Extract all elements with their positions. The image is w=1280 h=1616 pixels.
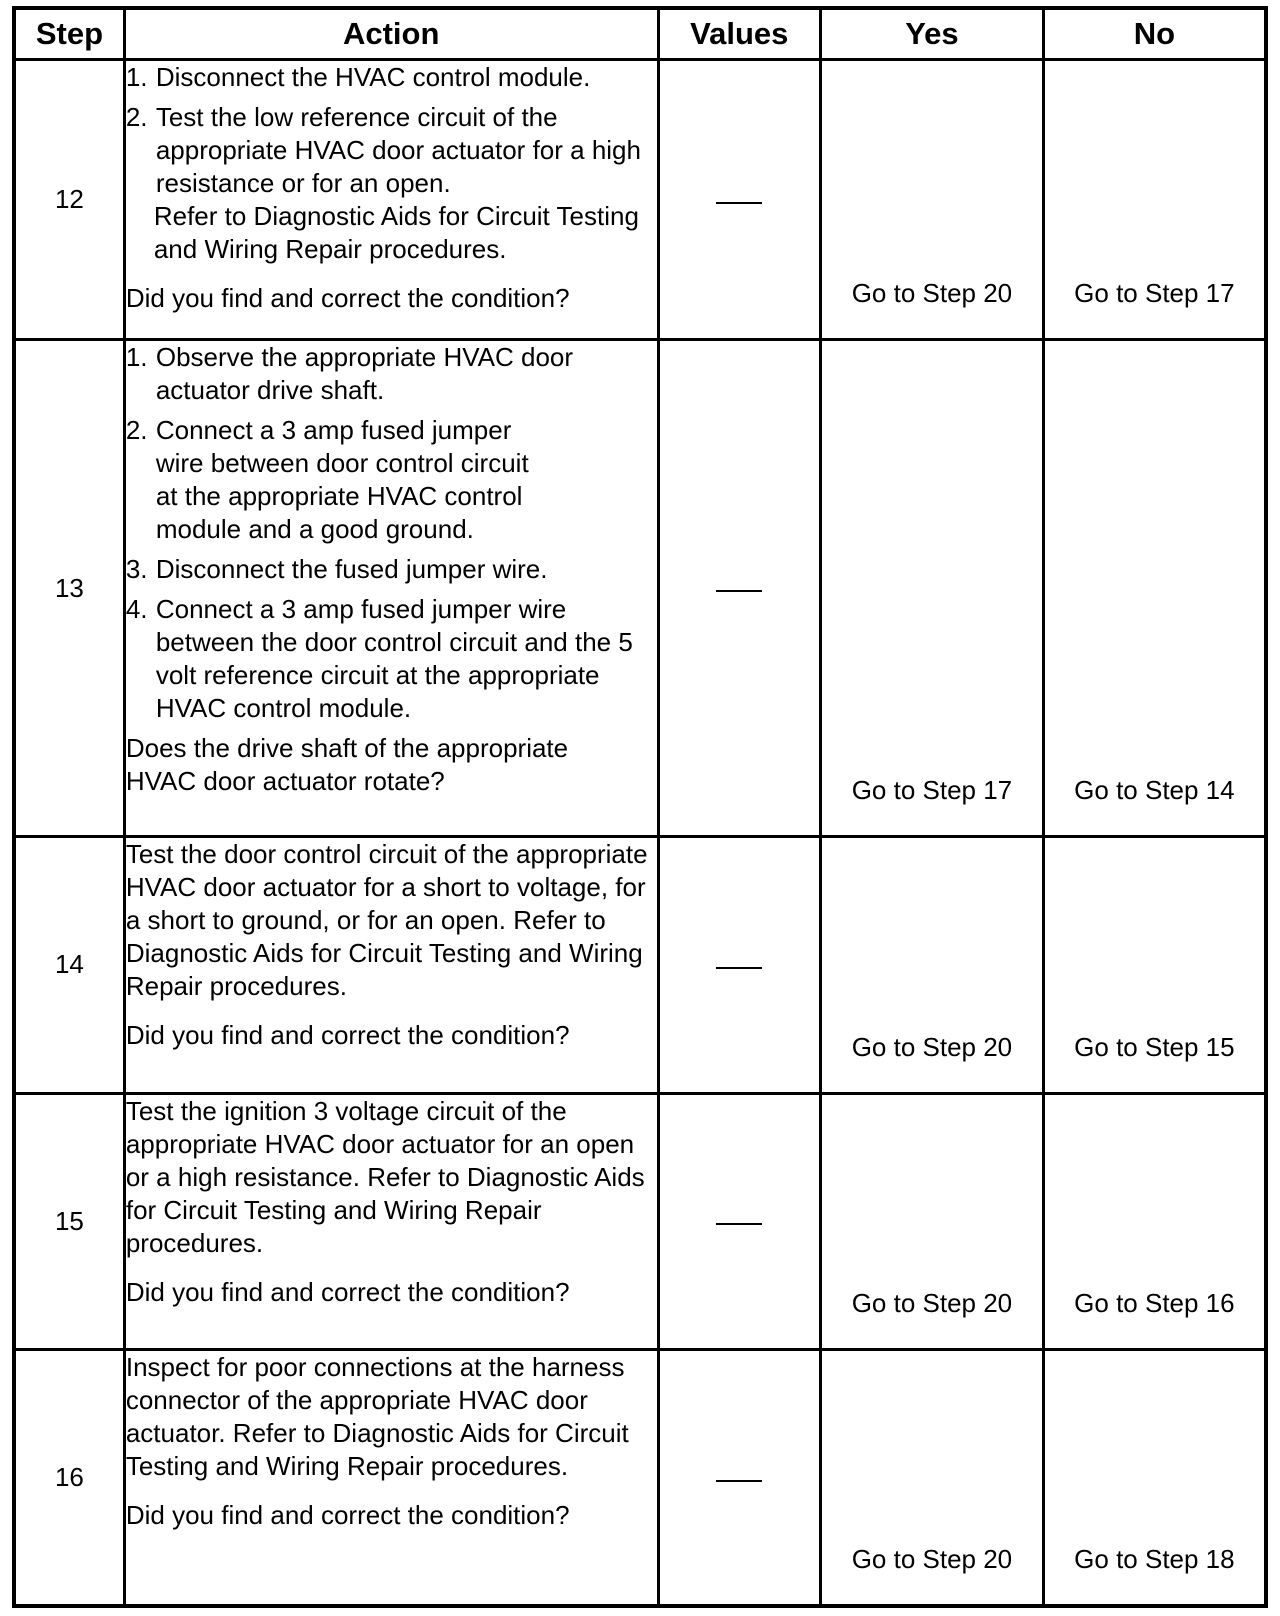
table-row (14, 340, 1266, 837)
no-result: Go to Step 15 (1074, 1031, 1235, 1062)
yes-cell (821, 60, 1044, 340)
item-number: 2. (125, 415, 148, 446)
action-note: Refer to Diagnostic Aids for Circuit Testing and Wiring Repair procedures. (153, 201, 639, 264)
step-number: 13 (14, 340, 124, 837)
action-question: Did you find and correct the condition? (125, 283, 570, 313)
item-number: 1. (125, 342, 148, 373)
header-action: Action (124, 8, 658, 60)
step-number: 16 (14, 1350, 124, 1606)
no-cell (1043, 1350, 1266, 1606)
values-dash (716, 1223, 762, 1225)
action-question: Did you find and correct the condition? (125, 1276, 570, 1307)
no-result: Go to Step 18 (1074, 1544, 1235, 1574)
yes-result: Go to Step 20 (851, 278, 1013, 309)
action-cell (124, 1350, 658, 1606)
item-text: Connect a 3 amp fused jumper wire between the door control circuit and the 5 volt reference circuit at the appropriate HVAC control module. (155, 594, 633, 724)
no-result: Go to Step 14 (1074, 775, 1235, 806)
yes-result: Go to Step 20 (851, 1544, 1013, 1574)
action-item (126, 593, 657, 725)
item-text: Disconnect the fused jumper wire. (155, 554, 548, 585)
action-item (126, 101, 657, 200)
action-item (126, 414, 657, 546)
values-cell (658, 1350, 821, 1606)
item-number: 2. (125, 102, 148, 132)
values-cell (658, 60, 821, 340)
yes-result: Go to Step 20 (851, 1031, 1013, 1062)
item-number: 4. (125, 594, 148, 625)
table-row (14, 837, 1266, 1093)
action-question: Did you find and correct the condition? (125, 1500, 570, 1531)
action-text: Test the ignition 3 voltage circuit of the appropriate HVAC door actuator for an open or a high resistance. Refer to Diagnostic Aids for Circuit Testing and Wiring Repair procedures. (125, 1095, 645, 1258)
action-text: Inspect for poor connections at the harness connector of the appropriate HVAC door actuator. Refer to Diagnostic Aids for Circuit Testing and Wiring Repair procedures. (125, 1352, 629, 1482)
values-dash (716, 1480, 762, 1482)
item-text: Disconnect the HVAC control module. (155, 62, 591, 92)
no-result: Go to Step 16 (1074, 1288, 1235, 1319)
values-dash (716, 202, 762, 204)
action-text: Test the door control circuit of the appropriate HVAC door actuator for a short to voltage, for a short to ground, or for an open. Refer to Diagnostic Aids for Circuit Testing and Wiring Repair procedures. (125, 839, 648, 1002)
action-question: Does the drive shaft of the appropriate HVAC door actuator rotate? (125, 733, 569, 797)
yes-cell (821, 1093, 1044, 1349)
yes-cell (821, 1350, 1044, 1606)
action-cell (124, 837, 658, 1093)
values-dash (716, 967, 762, 969)
values-cell (658, 837, 821, 1093)
action-item (126, 341, 657, 407)
action-item (126, 61, 657, 94)
action-cell (124, 60, 658, 340)
diagnostic-table (12, 6, 1268, 1608)
values-dash (716, 590, 762, 592)
yes-result: Go to Step 17 (851, 775, 1013, 806)
no-result: Go to Step 17 (1074, 278, 1235, 309)
no-cell (1043, 340, 1266, 837)
header-step: Step (14, 8, 124, 60)
yes-cell (821, 340, 1044, 837)
step-number: 14 (14, 837, 124, 1093)
table-row (14, 1350, 1266, 1606)
step-number: 12 (14, 60, 124, 340)
no-cell (1043, 60, 1266, 340)
item-text: Test the low reference circuit of the appropriate HVAC door actuator for a high resistance or for an open. (155, 102, 641, 198)
table-row (14, 60, 1266, 340)
header-yes: Yes (821, 8, 1044, 60)
values-cell (658, 340, 821, 837)
table-row (14, 1093, 1266, 1349)
step-number: 15 (14, 1093, 124, 1349)
yes-cell (821, 837, 1044, 1093)
header-no: No (1043, 8, 1266, 60)
item-text: Observe the appropriate HVAC door actuator drive shaft. (155, 342, 574, 406)
action-question: Did you find and correct the condition? (125, 1020, 570, 1051)
header-row (14, 8, 1266, 60)
item-number: 3. (125, 554, 148, 585)
no-cell (1043, 837, 1266, 1093)
item-number: 1. (125, 62, 148, 92)
header-values: Values (658, 8, 821, 60)
item-text: Connect a 3 amp fused jumper wire between door control circuit at the appropriate HVAC control module and a good ground. (155, 415, 529, 545)
action-item (126, 553, 657, 586)
no-cell (1043, 1093, 1266, 1349)
values-cell (658, 1093, 821, 1349)
yes-result: Go to Step 20 (851, 1288, 1013, 1319)
action-cell (124, 340, 658, 837)
action-cell (124, 1093, 658, 1349)
